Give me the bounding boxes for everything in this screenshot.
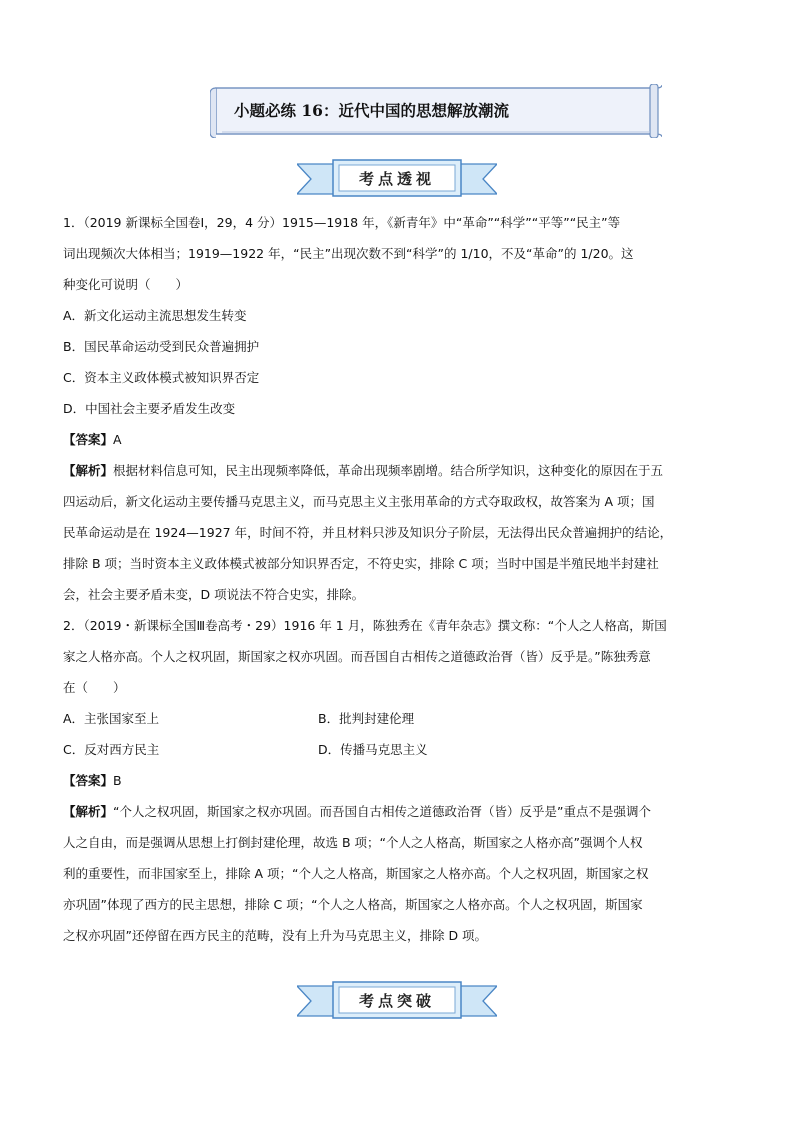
- q1-analysis-line: 会，社会主要矛盾未变，D 项说法不符合史实，排除。: [63, 587, 365, 602]
- q2-option-d: D．传播马克思主义: [318, 742, 428, 757]
- q2-analysis-line: [63, 796, 731, 827]
- analysis-text: 根据材料信息可知，民主出现频率降低，革命出现频率剧增。结合所学知识，这种变化的原因在于五: [113, 463, 664, 478]
- q2-stem-line: 在（ ）: [63, 680, 126, 695]
- analysis-text: “个人之权巩固，斯国家之权亦巩固。而吾国自古相传之道德政治胥（皆）反乎是”重点不是强调个: [113, 804, 651, 819]
- answer-value: B: [113, 773, 122, 788]
- analysis-label: 【解析】: [63, 463, 114, 478]
- answer-value: A: [113, 432, 122, 447]
- q2-stem-line: 家之人格亦高。个人之权巩固，斯国家之权亦巩固。而吾国自古相传之道德政治胥（皆）反乎是。”陈独秀意: [63, 649, 651, 664]
- analysis-label: 【解析】: [63, 804, 114, 819]
- q1-option-b: B．国民革命运动受到民众普遍拥护: [63, 339, 260, 354]
- banner-top-label: 考点透视: [358, 170, 435, 188]
- q2-option-c: C．反对西方民主: [63, 742, 160, 757]
- banner-bottom-label: 考点突破: [358, 992, 435, 1010]
- question-2: [63, 610, 731, 951]
- q2-options-row: [63, 703, 731, 734]
- q1-option-d: D．中国社会主要矛盾发生改变: [63, 401, 236, 416]
- q1-option-c: C．资本主义政体模式被知识界否定: [63, 370, 260, 385]
- question-content: [63, 207, 731, 951]
- q1-analysis-line: 民革命运动是在 1924—1927 年，时间不符，并且材料只涉及知识分子阶层，无法得出民众普遍拥护的结论，: [63, 525, 673, 540]
- q2-answer: [63, 765, 731, 796]
- q1-stem-line: 1．（2019 新课标全国卷Ⅰ，29，4 分）1915—1918 年，《新青年》中“革命”“科学”“平等”“民主”等: [63, 215, 621, 230]
- section-banner-bottom: [297, 980, 497, 1022]
- q1-answer: [63, 424, 731, 455]
- q2-analysis-line: 亦巩固”体现了西方的民主思想，排除 C 项；“个人之人格高，斯国家之人格亦高。个人之权巩固，斯国家: [63, 897, 643, 912]
- q2-option-b: B．批判封建伦理: [318, 711, 415, 726]
- answer-label: 【答案】: [63, 432, 114, 447]
- q2-analysis-line: 人之自由，而是强调从思想上打倒封建伦理，故选 B 项；“个人之人格高，斯国家之人格亦高”强调个人权: [63, 835, 643, 850]
- q1-analysis-line: 四运动后，新文化运动主要传播马克思主义，而马克思主义主张用革命的方式夺取政权，故答案为 A 项；国: [63, 494, 655, 509]
- question-1: [63, 207, 731, 610]
- section-banner-top: [297, 158, 497, 200]
- title-scroll-banner: [210, 84, 662, 138]
- q2-options-row: [63, 734, 731, 765]
- q1-stem-line: 种变化可说明（ ）: [63, 277, 189, 292]
- q2-analysis-line: 之权亦巩固”还停留在西方民主的范畴，没有上升为马克思主义，排除 D 项。: [63, 928, 488, 943]
- q1-analysis-line: 排除 B 项；当时资本主义政体模式被部分知识界否定，不符史实，排除 C 项；当时中国是半殖民地半封建社: [63, 556, 659, 571]
- answer-label: 【答案】: [63, 773, 114, 788]
- page-title: 小题必练 16：近代中国的思想解放潮流: [234, 101, 509, 120]
- q1-analysis-line: [63, 455, 731, 486]
- q2-stem-line: 2．（2019・新课标全国Ⅲ卷高考・29）1916 年 1 月，陈独秀在《青年杂志》撰文称：“个人之人格高，斯国: [63, 618, 667, 633]
- q1-option-a: A．新文化运动主流思想发生转变: [63, 308, 247, 323]
- q1-stem-line: 词出现频次大体相当；1919—1922 年，“民主”出现次数不到“科学”的 1/10，不及“革命”的 1/20。这: [63, 246, 634, 261]
- q2-analysis-line: 利的重要性，而非国家至上，排除 A 项；“个人之人格高，斯国家之人格亦高。个人之权巩固，斯国家之权: [63, 866, 649, 881]
- q2-option-a: A．主张国家至上: [63, 711, 160, 726]
